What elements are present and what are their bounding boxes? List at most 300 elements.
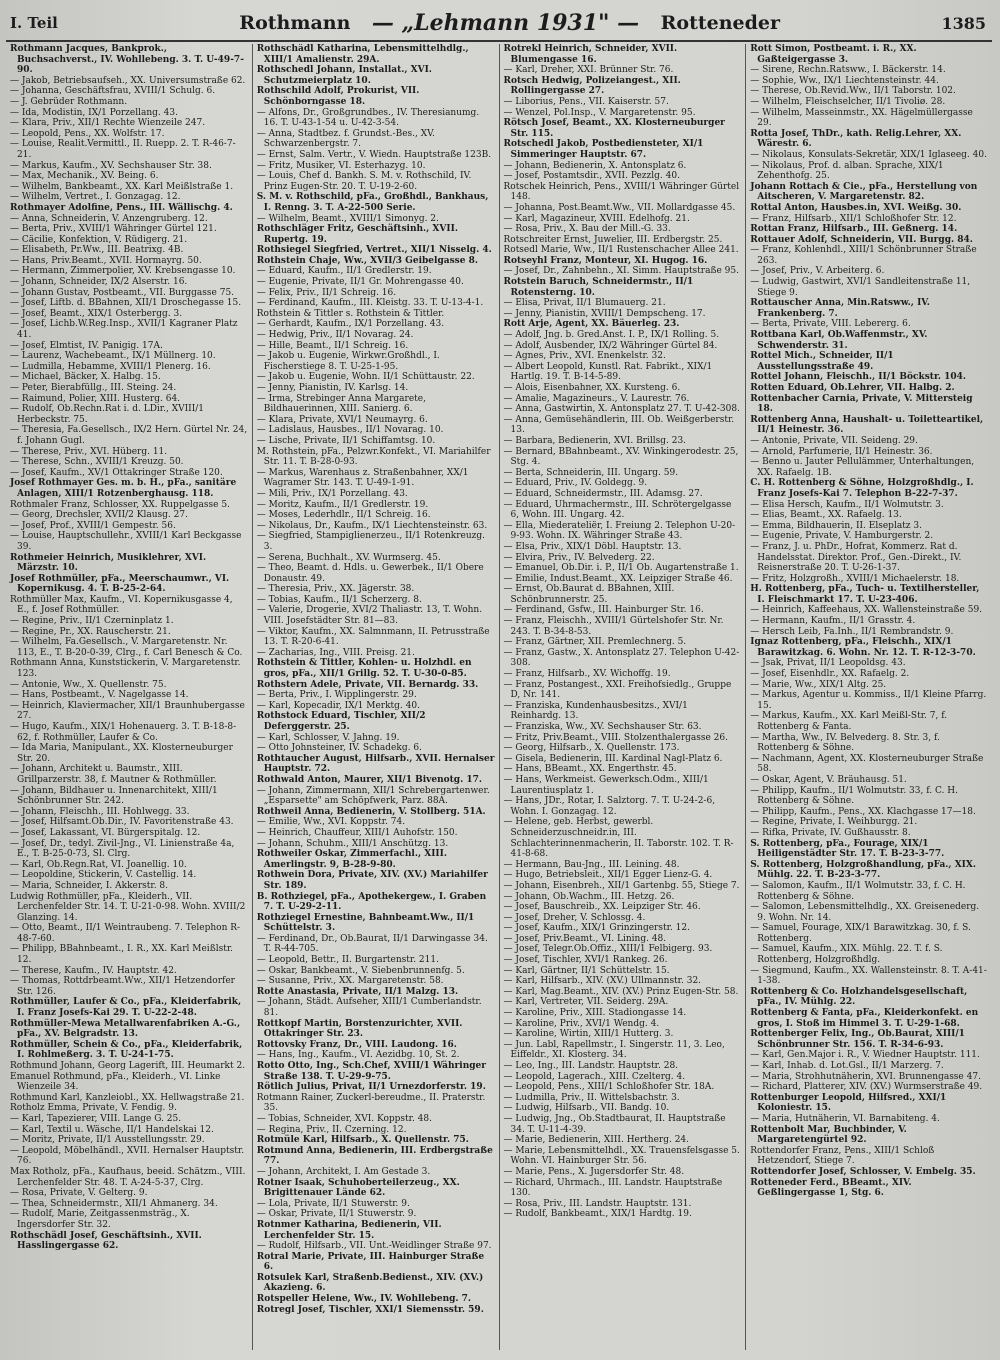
- directory-entry: C. H. Rottenberg & Söhne, Holzgroßhdlg., I. Franz Josefs-Kai 7. Telephon B-22-7-37.: [750, 478, 974, 499]
- directory-entry: — Franz, Postangest., XXI. Freihofsiedlg., Gruppe D, Nr. 141.: [503, 679, 732, 701]
- directory-entry: Rothmüller, Schein & Co., pFa., Kleiderfabrik, I. Rohlmeßerg. 3. T. U-24-1-75.: [10, 1039, 243, 1061]
- directory-entry: Rotspeller Helene, Ww., IV. Wohllebeng. 7.: [256, 1294, 472, 1305]
- directory-entry: Rothmüller, Laufer & Co., pFa., Kleiderfabrik, I. Franz Josefs-Kai 29. T. U-22-2-48.: [10, 997, 242, 1019]
- directory-entry: — Georg, Drechsler, XVII/2 Klausg. 27.: [10, 510, 188, 521]
- directory-entry: — Karl, Inhab. d. Lot.Gsl., II/1 Marzerg. 7.: [750, 1061, 944, 1071]
- directory-entry: Rothmann Jacques, Bankprok., Buchsachverst., IV. Wohllebeng. 3. T. U-49-7-90.: [10, 44, 244, 76]
- directory-entry: Ignaz Rottenberg, pFa., Fleischh., XIX/1 Barawitzkag. 6. Wohn. Nr. 12. T. R-12-3-70.: [750, 637, 976, 658]
- directory-entry: — Ludwig, Gastwirt, XVI/1 Sandleitenstraße 11, Stiege 9.: [750, 277, 971, 298]
- directory-entry: — Mili, Priv., IX/1 Porzellang. 43.: [256, 488, 408, 499]
- directory-entry: — Josef, Dr., Zahnbehn., XI. Simm. Hauptstraße 95.: [503, 266, 739, 277]
- directory-entry: — Salomon, Kaufm., II/1 Wolmutstr. 33, f. C. H. Rottenberg & Söhne.: [750, 880, 966, 902]
- directory-entry: — Ida Maria, Manipulant., XX. Klosterneuburger Str. 20.: [10, 743, 233, 764]
- directory-entry: — Maria, Strohhutnäherin, XVI. Brunnengasse 47.: [750, 1071, 981, 1082]
- directory-entry: — Martha, Ww., IV. Belvederg. 8. Str. 3, f. Rottenberg & Söhne.: [750, 732, 940, 754]
- directory-entry: Rottenbolt Mar, Buchbinder, V. Margaretengürtel 92.: [750, 1124, 907, 1146]
- directory-entry: Rothziegel Ernestine, Bahnbeamt.Ww., II/1 Schüttelstr. 3.: [256, 912, 475, 934]
- directory-entry: — Viktor, Kaufm., XX. Salmnmann, II. Petrusstraße 13. T. R-20-6-41.: [256, 626, 490, 648]
- directory-entry: — Helene, geb. Herbst, gewerbl. Schneiderzuschneidr.in, III. Schlachterinnenmacherin, II. Taborstr. 102. T. R-41-8-68.: [503, 817, 734, 860]
- directory-entry: — Ludwig, Jng., Ob.Stadtbaurat, II. Hauptstraße 34. T. U-11-4-39.: [503, 1113, 726, 1135]
- directory-entry: — Heinrich, Chauffeur, XIII/1 Auhofstr. 150.: [256, 827, 458, 838]
- directory-entry: — Max, Mechanik., XV. Being. 6.: [10, 171, 159, 182]
- directory-entry: Rothmund Karl, Kanzleiobl., XX. Hellwagstraße 21.: [10, 1092, 245, 1103]
- column-3: [500, 44, 747, 1350]
- directory-entry: — Rosa, Priv., X. Bau der Mill.-G. 33.: [503, 224, 671, 235]
- directory-entry: — Karl, Gen.Major i. R., V. Wiedner Hauptstr. 111.: [750, 1050, 980, 1061]
- directory-entry: — Nikolaus, Konsulats-Sekretär, XIX/1 Iglaseeg. 40.: [750, 149, 987, 160]
- directory-entry: — Anna, Gastwirtin, X. Antonsplatz 27. T. U-42-308.: [503, 404, 740, 415]
- directory-entry: — Josef, Liftb. d. BBahnen, XII/1 Droschegasse 15.: [10, 298, 242, 309]
- directory-entry: Rothstein Chaje, Ww., XVII/3 Geibelgasse 8.: [256, 255, 478, 266]
- directory-entry: Rothweiler Oskar, Zimmerfachl., XIII. Amerlingstr. 9, B-28-9-80.: [256, 849, 447, 870]
- directory-entry: — Heinrich, Klaviermacher, XII/1 Braunhubergasse 27.: [10, 700, 245, 722]
- directory-entry: — Oskar, Agent, V. Bräuhausg. 51.: [750, 774, 907, 785]
- directory-entry: — Josef, Telegr.Ob.Offiz., XIII/1 Felbigerg. 93.: [503, 944, 713, 955]
- directory-entry: — Franz, Gastw., X. Antonsplatz 27. Telephon U-42-308.: [503, 647, 740, 669]
- directory-entry: — Johann, Bildhauer u. Innenarchitekt, XIII/1 Schönbrunner Str. 242.: [10, 785, 218, 807]
- directory-entry: — Gerhardt, Kaufm., IX/1 Porzellang. 43.: [256, 319, 445, 330]
- directory-entry: Rott Simon, Postbeamt. i. R., XX. Gaßteigergasse 3.: [750, 44, 917, 65]
- directory-entry: — Jun. Labl, Rapellmstr., I. Singerstr. 11, 3. Leo, Eiffeldr., XI. Klosterg. 34.: [503, 1039, 725, 1061]
- directory-entry: — Maria, Schneider, I. Akkerstr. 8.: [10, 880, 169, 891]
- directory-entry: — Maria, Hutnäherin, VI. Barnabiteng. 4.: [750, 1113, 940, 1124]
- directory-entry: Rottenbacher Carnia, Private, V. Mittersteig 18.: [750, 393, 973, 415]
- directory-entry: — Hugo, Betriebsleit., XII/1 Egger Lienz-G. 4.: [503, 870, 713, 881]
- directory-entry: Rotta Josef, ThDr., kath. Relig.Lehrer, XX. Wärestr. 6.: [750, 128, 962, 150]
- directory-entry: — Ferdinand, Gsfw., III. Hainburger Str. 16.: [503, 605, 704, 616]
- directory-entry: — Amalie, Magazineurs., V. Laurestr. 76.: [503, 393, 690, 404]
- directory-entry: Rothstern Adele, Private, VII. Bernardg. 33.: [256, 679, 479, 690]
- directory-entry: — Rosa, Priv., III. Landstr. Hauptstr. 131.: [503, 1198, 692, 1209]
- directory-entry: — Ladislaus, Hausbes., II/1 Novarag. 10.: [256, 425, 444, 436]
- directory-entry: Rotte Anastasia, Private, II/1 Malzg. 13.: [256, 986, 459, 997]
- directory-entry: — Josef, Priv.Beamt., VI. Lining. 48.: [503, 933, 667, 944]
- directory-entry: — Johann, Fleischh., III. Hohlwegg. 33.: [10, 806, 190, 817]
- directory-entry: Rothwald Anton, Maurer, XII/1 Bivenotg. 17.: [256, 774, 483, 785]
- directory-entry: — Josef, Hilfsamt.Ob.Dir., IV. Favoritenstraße 43.: [10, 817, 234, 828]
- directory-entry: — Johann, Architekt, I. Am Gestade 3.: [256, 1166, 431, 1177]
- directory-entry: Johann Rottach & Cie., pFa., Herstellung von Aitscheren, V. Margaretenstr. 82.: [750, 181, 978, 203]
- directory-entry: — Franziska, Kundenhausbesitzs., XVI/1 Reinhardg. 13.: [503, 700, 688, 722]
- directory-entry: — Karl, Dreher, XXI. Brünner Str. 76.: [503, 65, 674, 76]
- directory-entry: — Jakob u. Eugenie, Wirkwr.Großhdl., I. Fischerstiege 8. T. U-25-1-95.: [256, 351, 440, 372]
- directory-entry: — Lola, Private, II/1 Stuwerstr. 9.: [256, 1198, 410, 1209]
- directory-entry: — Oskar, Bankbeamt., V. Siebenbrunnenfg. 5.: [256, 965, 465, 976]
- directory-entry: — Cäcilie, Konfektion, V. Rüdigerg. 21.: [10, 234, 188, 245]
- directory-entry: — Antonie, Private, VII. Seideng. 29.: [750, 435, 918, 446]
- directory-entry: Rottenberg & Co. Holzhandelsgesellschaft, pFa., IV. Mühlg. 22.: [750, 986, 968, 1008]
- directory-entry: — Karl, Tapezierer, VIII. Lange G. 25.: [10, 1113, 182, 1124]
- directory-entry: — Franz, Hilfsarb., XV. Wichoffg. 19.: [503, 669, 671, 680]
- directory-entry: — Leopoldine, Stickerin, V. Castellig. 14.: [10, 870, 197, 881]
- directory-entry: — Hersch Leib, Fa.Inh., II/1 Rembrandstr. 9.: [750, 626, 954, 637]
- directory-entry: — Karoline, Priv., XIII. Stadiongasse 14.: [503, 1008, 687, 1019]
- directory-entry: Rottan Franz, Hilfsarb., III. Geßnerg. 14.: [750, 224, 958, 235]
- directory-entry: — Richard, Uhrmach., III. Landstr. Hauptstraße 130.: [503, 1177, 723, 1199]
- directory-entry: — Ernst, Ob.Baurat d. BBahnen, XIII. Schönbrunnerstr. 25.: [503, 584, 675, 605]
- directory-entry: — Karl, Ob.Regn.Rat, VI. Joanellig. 10.: [10, 859, 187, 870]
- directory-entry: — Josef, Kaufm., XIX/1 Grinzingerstr. 12.: [503, 923, 690, 934]
- directory-entry: — Ludwig, Hilfsarb., VII. Bandg. 10.: [503, 1103, 670, 1114]
- directory-entry: — Wilhelm, Fleischselcher, II/1 Tivoliø. 28.: [750, 96, 946, 107]
- directory-entry: Max Rotholz, pFa., Kaufhaus, beeid. Schätzm., VIII. Lerchenfelder Str. 48. T. A-24-5-37, Clrg.: [10, 1166, 246, 1188]
- directory-entry: — Salomon, Lebensmittelhdlg., XX. Greisenederg. 9. Wohn. Nr. 14.: [750, 902, 980, 923]
- directory-entry: — Regine, Priv., II/1 Czerninplatz 1.: [10, 616, 174, 627]
- directory-entry: — Johann, Zimmermann, XII/1 Schrebergartenwer. „Esparsette" am Schöpfwerk, Parz. 88A.: [256, 785, 490, 807]
- directory-entry: — Josef, Eisenhdlr., XX. Rafaelg. 2.: [750, 669, 910, 680]
- directory-entry: — Ludmilla, Priv., II. Wittelsbachstr. 3.: [503, 1092, 680, 1103]
- directory-entry: — Jsak, Privat, II/1 Leopoldsg. 43.: [750, 658, 906, 669]
- directory-entry: — Johann, Eisenbreh., XII/1 Gartenbg. 55, Stiege 7.: [503, 880, 740, 891]
- directory-entry: S. M. v. Rothschild, pFa., Großhdl., Bankhaus, I. Renng. 3. T. A-22-500 Serie.: [256, 192, 489, 213]
- directory-entry: — Otto Johnsteiner, IV. Schadekg. 6.: [256, 743, 422, 754]
- directory-entry: — Johann, Schneider, IX/2 Alserstr. 16.: [10, 277, 188, 288]
- directory-entry: — Eduard, Schneidermstr., III. Adamsg. 27.: [503, 488, 703, 499]
- directory-entry: — Josef, Lichb.W.Reg.Insp., XVII/1 Kagraner Platz 41.: [10, 319, 238, 341]
- directory-entry: — Marie, Lebensmittelhdl., XX. Trauensfelsgasse 5. Wohn. VI. Hainburger Str. 56.: [503, 1145, 740, 1167]
- directory-entry: — Tobias, Kaufm., II/1 Scherzerg. 8.: [256, 594, 422, 605]
- directory-entry: — Rudolf, Ob.Rechn.Rat i. d. LDir., XVIII/1 Herbeckstr. 75.: [10, 404, 205, 425]
- directory-entry: — Emilie, Ww., XVI. Koppstr. 74.: [256, 817, 406, 828]
- directory-entry: — Serena, Buchhalt., XV. Wurmserg. 45.: [256, 552, 441, 563]
- directory-entry: — Laurenz, Wachebeamt., IX/1 Müllnerg. 10.: [10, 351, 216, 362]
- directory-entry: Rotstein Baruch, Schneidermstr., II/1 Rotensterng. 10.: [503, 277, 694, 298]
- directory-entry: Josef Rothmüller, pFa., Meerschaumwr., VI. Kopernikusg. 4. T. B-25-2-64.: [10, 573, 230, 595]
- directory-entry: — Karl, Textil u. Wäsche, II/1 Handelskai 12.: [10, 1124, 214, 1135]
- directory-entry: — Regina, Priv., II. Czerning. 12.: [256, 1124, 407, 1135]
- directory-entry: — Fritz, Musiker, VI. Esterhazyg. 10.: [256, 160, 426, 171]
- directory-entry: — Wilhelm, Bankbeamt., XX. Karl Meißlstraße 1.: [10, 181, 234, 192]
- directory-entry: — Johanna, Geschäftsfrau, XVIII/1 Schulg. 6.: [10, 86, 216, 97]
- directory-entry: — Johann, Bedienerin, X. Antonsplatz 6.: [503, 160, 687, 171]
- directory-entry: Rotschek Heinrich, Pens., XVIII/1 Währinger Gürtel 148.: [503, 181, 740, 203]
- section-label: I. Teil: [10, 14, 58, 32]
- directory-entry: — Therese, Priv., XVI. Hüberg. 11.: [10, 446, 168, 457]
- directory-entry: Rott Arje, Agent, XX. Bäuerleg. 23.: [503, 319, 680, 330]
- directory-entry: — Hans, Werkmeist. Gewerksch.Odm., XIII/1 Laurentiusplatz 1.: [503, 774, 709, 796]
- directory-entry: Rotschreiter Ernst, Juwelier, III. Erdbergstr. 25.: [503, 234, 723, 245]
- directory-entry: Rottal Anton, Hausbes.in, XVI. Weißg. 30.: [750, 202, 962, 213]
- directory-entry: — Rosa, Private, V. Gelterg. 9.: [10, 1188, 148, 1199]
- directory-entry: Rotto Otto, Ing., Sch.Chef, XVIII/1 Währinger Straße 138. T. U-29-9-75.: [256, 1061, 487, 1082]
- directory-entry: Rotholz Emma, Private, V. Fendig. 9.: [10, 1103, 177, 1114]
- directory-entry: — Berta, Priv., XVIII/1 Währinger Gürtel 121.: [10, 224, 217, 235]
- directory-entry: — Liborius, Pens., VII. Kaiserstr. 57.: [503, 96, 669, 107]
- directory-entry: — Eduard, Kaufm., II/1 Gredlerstr. 19.: [256, 266, 432, 277]
- directory-entry: — Rudolf, Marie, Zeitgassenmsträg., X. Ingersdorfer Str. 32.: [10, 1209, 190, 1230]
- directory-entry: — Therese, Schn., XVIII/1 Kreuzg. 50.: [10, 457, 184, 468]
- directory-entry: — Leopold, Bettr., II. Burgartenstr. 211.: [256, 955, 439, 966]
- first-name-range: Rothmann: [239, 12, 351, 34]
- directory-entry: — Eduard, Uhrmachermstr., III. Schrötergelgasse 6, Wohn. III. Ungarg. 42.: [503, 499, 732, 521]
- directory-entry: — Franz, Kohlenhdl., XIII/1 Schönbrunner Straße 263.: [750, 245, 977, 266]
- directory-entry: — Karl, Hilfsarb., XIV. (XV.) Ullmannstr. 32.: [503, 976, 702, 987]
- directory-entry: — Anna, Stadtbez. f. Grundst.-Bes., XV. Schwarzenbergstr. 7.: [256, 128, 435, 150]
- directory-entry: — Elisa, Privat, II/1 Blumauerg. 21.: [503, 298, 666, 309]
- directory-entry: — Sirene, Rechn.Ratsww., I. Bäckerstr. 14.: [750, 65, 946, 76]
- directory-entry: — Louise, Hauptschullehr., XVIII/1 Karl Beckgasse 39.: [10, 531, 242, 552]
- directory-entry: — Alois, Eisenbahner, XX. Kursteng. 6.: [503, 383, 681, 393]
- directory-entry: — Bernard, BBahnbeamt., XV. Winkingerodestr. 25, Stg. 4.: [503, 446, 739, 468]
- directory-entry: — Otto, Beamt., II/1 Weintraubeng. 7. Telephon R-48-7-60.: [10, 923, 241, 944]
- directory-entry: — Antonie, Ww., X. Quellenstr. 75.: [10, 679, 167, 690]
- directory-entry: — Moritz, Private, II/1 Ausstellungsstr. 29.: [10, 1135, 205, 1146]
- directory-entry: — Raimund, Polier, XIII. Husterg. 64.: [10, 393, 181, 404]
- directory-entry: — Franz, J. u. PhDr., Hofrat, Kommerz. Rat d. Handelsstat. Direktor. Prof., Gen.-Direkt., IV. Reisnerstraße 20. T. U-26-1-37.: [750, 541, 962, 574]
- directory-entry: — Eugenie, Private, II/1 Gr. Mohrengasse 40.: [256, 277, 464, 288]
- directory-entry: — Josef, Prof., XVIII/1 Gempestr. 56.: [10, 520, 176, 531]
- directory-entry: — Sophie, Ww., IX/1 Liechtensteinstr. 44.: [750, 75, 939, 86]
- directory-entry: — Berta, Schneiderin, III. Ungarg. 59.: [503, 467, 679, 478]
- directory-entry: — Susanne, Priv., XX. Margaretenstr. 58.: [256, 976, 444, 987]
- directory-entry: — Wenzel, Pol.Insp., V. Margaretenstr. 95.: [503, 107, 696, 118]
- directory-entry: — Josef, Elmtist, IV. Panigig. 17A.: [10, 340, 163, 351]
- directory-entry: — Johann, Ob.Wachm., III. Hetzg. 26.: [503, 891, 675, 902]
- directory-entry: Rotnmer Katharina, Bedienerin, VII. Lerchenfelder Str. 15.: [256, 1219, 442, 1241]
- directory-entry: — Hans, Ing., Kaufm., VI. Aezidbg. 10, St. 2.: [256, 1050, 460, 1061]
- columns-container: [6, 44, 992, 1350]
- directory-entry: — Benno u. Jauter Pellulämmer, Unterhaltungen, XX. Rafaelg. 1B.: [750, 457, 975, 478]
- page-number: 1385: [941, 13, 986, 33]
- directory-entry: — Ferdinand, Dr., Ob.Baurat, II/1 Darwingasse 34. T. R-44-705.: [256, 933, 488, 955]
- directory-entry: — Karl, Magazineur, XVIII. Edelhofg. 21.: [503, 213, 690, 224]
- directory-entry: — Johann, Architekt u. Baumstr., XIII. Grillparzerstr. 38, f. Mautner & Rothmüller.: [10, 764, 217, 785]
- directory-entry: B. Rothziegel, pFa., Apothekergew., I. Graben 7. T. U-29-2-11.: [256, 891, 487, 913]
- last-name-range: Rotteneder: [660, 12, 781, 34]
- directory-entry: — Theo, Beamt. d. Hdls. u. Gewerbek., II/1 Obere Donaustr. 49.: [256, 563, 484, 584]
- directory-entry: — Michael, Bäcker, X. Halbg. 15.: [10, 372, 161, 383]
- directory-entry: H. Rottenberg, pFa., Tuch- u. Textilhersteller, I. Fleischmarkt 17. T. U-23-406.: [750, 584, 980, 605]
- directory-entry: — Eduard, Priv., IV. Goldegg. 9.: [503, 478, 648, 489]
- directory-entry: — Wilhelm, Masseinmstr., XX. Hägelmüllergasse 29.: [750, 107, 973, 129]
- directory-entry: — Jakob u. Eugenie, Wohn. II/1 Schüttaustr. 22.: [256, 372, 475, 383]
- directory-entry: M. Rothstein, pFa., Pelzwr.Konfekt., VI. Mariahilfer Str. 11. T. B-28-0-93.: [256, 446, 491, 468]
- directory-entry: — Markus, Warenhaus z. Straßenbahner, XX/1 Wagramer Str. 143. T. U-49-1-91.: [256, 467, 469, 489]
- directory-entry: Rothstein & Tittler, Kohlen- u. Holzhdl. en gros, pFa., XII/1 Grillg. 52. T. U-30-0-85.: [256, 658, 472, 680]
- directory-entry: Rottkopf Martin, Borstenzurichter, XVII. Ottakringer Str. 23.: [256, 1018, 463, 1040]
- directory-entry: — Marie, Ww., XIX/1 Altg. 25.: [750, 679, 887, 690]
- directory-entry: — Ludmilla, Hebamme, XVIII/1 Plenerg. 16.: [10, 361, 211, 372]
- directory-entry: — Regine, Private, I. Weihburgg. 21.: [750, 817, 918, 828]
- directory-entry: — Leopold, Pens., XIII/1 Schloßhofer Str. 18A.: [503, 1082, 715, 1093]
- directory-entry: — Philipp, Kaufm., II/1 Wolmutstr. 33, f. C. H. Rottenberg & Söhne.: [750, 785, 958, 807]
- directory-entry: — Leo, Ing., III. Landstr. Hauptstr. 28.: [503, 1061, 679, 1071]
- directory-entry: — Karl, Kopecadir, IX/1 Merktg. 40.: [256, 700, 420, 711]
- directory-entry: — Josef, Beamt., XIX/1 Osterbergg. 3.: [10, 308, 183, 319]
- directory-entry: — Adolf, Ausbender, IX/2 Währinger Gürtel 84.: [503, 340, 718, 351]
- directory-entry: — Josef, Tischler, XVI/1 Rankeg. 26.: [503, 955, 668, 966]
- directory-entry: — Anna, Gemüsehändlerin, III. Ob. Weißgerberstr. 13.: [503, 414, 735, 436]
- directory-entry: — Ida, Modistin, IX/1 Porzellang. 43.: [10, 107, 178, 118]
- directory-entry: — Barbara, Bedienerin, XVI. Brillsg. 23.: [503, 435, 687, 446]
- directory-entry: Rothschläger Fritz, Geschäftsinh., XVII. Rupertg. 19.: [256, 224, 458, 245]
- directory-entry: — Jenny, Pianistin, IV. Karlsg. 14.: [256, 383, 409, 393]
- directory-entry: Rotsch Hedwig, Polizeiangest., XII. Rollingergasse 27.: [503, 75, 681, 97]
- column-1: [6, 44, 253, 1350]
- directory-entry: — Berta, Private, VIII. Lebererg. 6.: [750, 319, 911, 330]
- directory-entry: Rothmüller Max, Kaufm., VI. Kopernikusgasse 4, E., f. Josef Rothmüller.: [10, 594, 233, 616]
- directory-entry: Rottendorfer Josef, Schlosser, V. Embelg. 35.: [750, 1166, 976, 1177]
- directory-entry: Rotmüle Karl, Hilfsarb., X. Quellenstr. 75.: [256, 1135, 469, 1146]
- directory-entry: — Samuel, Kaufm., XIX. Mühlg. 22. T. f. S. Rottenberg, Holzgroßhdlg.: [750, 944, 943, 966]
- directory-entry: Rötlich Julius, Privat, II/1 Urnezdorferstr. 19.: [256, 1082, 486, 1093]
- directory-entry: Rotmund Anna, Bedienerin, III. Erdbergstraße 77.: [256, 1145, 493, 1167]
- directory-entry: Rottenberg & Fanta, pFa., Kleiderkonfekt. en gros, I. Stoß im Himmel 3. T. U-29-1-68.: [750, 1008, 979, 1029]
- directory-entry: — Johanna, Post.Beamt.Ww., VII. Mollardgasse 45.: [503, 202, 736, 213]
- directory-entry: — Leopold, Möbelhändl., XVII. Hernalser Hauptstr. 76.: [10, 1145, 245, 1167]
- directory-entry: — Philipp, BBahnbeamt., I. R., XX. Karl Meißlstr. 12.: [10, 944, 233, 966]
- directory-entry: — Adolf, Jng. b. Gred.Anst. I. P., IX/1 Rolling. 5.: [503, 330, 720, 341]
- directory-entry: Rottenberger Felix, Ing., Ob.Baurat, XIII/1 Schönbrunner Str. 156. T. R-34-6-93.: [750, 1029, 965, 1050]
- column-2: [253, 44, 500, 1350]
- directory-entry: — Josef, Dr., tedyl. Zivil-Jng., VI. Linienstraße 4a, E., T. B-25-0-73, Sl. Clrg.: [10, 838, 235, 860]
- directory-entry: — Siegfried, Stampiglienerzeu., II/1 Rotenkreuzg. 3.: [256, 531, 486, 552]
- directory-entry: — Josef, Kaufm., XV/1 Ottakringer Straße 120.: [10, 467, 223, 478]
- directory-entry: — Elsa, Priv., XIX/1 Döbl. Hauptstr. 13.: [503, 541, 682, 552]
- directory-entry: — Markus, Kaufm., XV. Sechshauser Str. 38.: [10, 160, 212, 171]
- directory-entry: — Josef, Priv., V. Arbeiterg. 6.: [750, 266, 885, 277]
- directory-entry: Rothweil Anna, Bedienerin, V. Stollberg. 51A.: [256, 806, 486, 817]
- directory-entry: — Jakob, Betriebsaufseh., XX. Universumstraße 62.: [10, 75, 246, 86]
- directory-entry: — Berta, Priv., I. Wipplingerstr. 29.: [256, 690, 417, 701]
- directory-entry: — Emanuel, Ob.Dir. i. P., II/1 Ob. Augartenstraße 1.: [503, 563, 739, 574]
- directory-entry: S. Rottenberg, pFa., Fourage, XIX/1 Heiligenstädter Str. 17. T. B-23-3-77.: [750, 838, 945, 860]
- directory-entry: — Hermann, Bau-Jng., III. Leining. 48.: [503, 859, 680, 870]
- directory-entry: — Louis, Chef d. Bankh. S. M. v. Rothschild, IV. Prinz Eugen-Str. 20. T. U-19-2-60.: [256, 171, 472, 192]
- directory-entry: — Johann Gustav, Postbeamt., VII. Burggasse 75.: [10, 287, 235, 298]
- directory-entry: Rothstein & Tittler s. Rothstein & Tittler.: [256, 308, 445, 319]
- directory-entry: Rotschedl Jakob, Postbediensteter, XI/1 Simmeringer Hauptstr. 67.: [503, 139, 704, 160]
- directory-entry: — Josef, Postamtsdir., XVII. Pezzlg. 40.: [503, 171, 680, 182]
- directory-entry: — Franz, Gärtner, XII. Premlechnerg. 5.: [503, 637, 687, 648]
- directory-entry: — Therese, Ob.Revid.Ww., II/1 Taborstr. 102.: [750, 86, 956, 97]
- directory-entry: S. Rottenberg, Holzgroßhandlung, pFa., XIX. Mühlg. 22. T. B-23-3-77.: [750, 859, 977, 881]
- directory-entry: — Elisabeth, Pr.Ww., III. Beatrixg. 4B.: [10, 245, 184, 256]
- directory-entry: — Richard, Platterer, XIV. (XV.) Wurmserstraße 49.: [750, 1082, 983, 1093]
- directory-entry: — Marie, Bedienerin, XIII. Hertherg. 24.: [503, 1135, 690, 1146]
- directory-entry: — Thomas, Rottdrbeamt.Ww., XII/1 Hetzendorfer Str. 126.: [10, 976, 235, 997]
- directory-entry: — Fritz, Priv.Beamt., VIII. Stolzenthalergasse 26.: [503, 732, 728, 743]
- directory-entry: Rotral Marie, Private, III. Hainburger Straße 6.: [256, 1251, 485, 1273]
- directory-entry: — Marie, Pens., X. Jugersdorfer Str. 48.: [503, 1166, 685, 1177]
- directory-entry: — Rifka, Private, IV. Gußhausstr. 8.: [750, 827, 911, 838]
- directory-entry: Rotseyhl Franz, Monteur, XI. Hugog. 16.: [503, 255, 708, 266]
- directory-entry: — Emilie, Indust.Beamt., XX. Leipziger Straße 46.: [503, 573, 733, 584]
- directory-entry: — Agnes, Priv., XVI. Enenkelstr. 32.: [503, 351, 666, 362]
- directory-entry: Rothmann Anna, Kunststickerin, V. Margaretenstr. 123.: [10, 658, 241, 680]
- directory-entry: Rotteneder Ferd., BBeamt., XIV. Geßlingergasse 1, Stg. 6.: [750, 1177, 912, 1199]
- directory-entry: — Nachmann, Agent, XX. Klosterneuburger Straße 58.: [750, 753, 984, 775]
- directory-entry: — Ella, Miederateliër, I. Freiung 2. Telephon U-20-9-93. Wohn. IX. Währinger Straße 43.: [503, 520, 736, 542]
- directory-entry: — Franziska, Ww., XV. Sechshauser Str. 63.: [503, 722, 702, 732]
- directory-entry: — Hugo, Kaufm., XIX/1 Hohenauerg. 3. T. B-18-8-62, f. Rothmüller, Laufer & Co.: [10, 722, 237, 743]
- directory-entry: — Gisela, Bedienerin, III. Kardinal Nagl-Platz 6.: [503, 753, 723, 764]
- directory-entry: — Klara, Priv., XII/1 Rechte Wienzeile 247.: [10, 118, 206, 129]
- directory-entry: — Leopold, Lagerach., XIII. Czelterg. 4.: [503, 1071, 686, 1082]
- directory-entry: — Hermann, Kaufm., II/1 Grasstr. 4.: [750, 616, 916, 627]
- directory-entry: — Karl, Gärtner, II/1 Schüttelstr. 15.: [503, 965, 670, 976]
- directory-title: — „Lehmann 1931" —: [371, 10, 640, 36]
- directory-entry: — Eugenie, Private, V. Hamburgerstr. 2.: [750, 531, 934, 542]
- directory-entry: Rottel Mich., Schneider, II/1 Ausstellungsstraße 49.: [750, 351, 894, 372]
- directory-entry: — Nikolaus, Dr., Kaufm., IX/1 Liechtensteinstr. 63.: [256, 520, 488, 531]
- directory-entry: Rothtaucher August, Hilfsarb., XVII. Hernalser Hauptstr. 72.: [256, 753, 495, 775]
- directory-entry: — Markus, Kaufm., XX. Karl Meißl-Str. 7, f. Rottenberg & Fanta.: [750, 711, 948, 732]
- directory-entry: — Peter, Bierabfüllg., III. Steing. 24.: [10, 383, 177, 393]
- directory-entry: Rotrekl Heinrich, Schneider, XVII. Blumengasse 16.: [503, 44, 678, 65]
- directory-entry: — Valerie, Drogerie, XVI/2 Thaliastr. 13, T. Wohn. VIII. Josefstädter Str. 81—83.: [256, 605, 483, 627]
- directory-entry: Rottauscher Anna, Min.Ratsww., IV. Frankenberg. 7.: [750, 298, 930, 319]
- directory-entry: Rothmund Johann, Georg Lagerift, III. Heumarkt 2.: [10, 1061, 246, 1071]
- column-4: [746, 44, 992, 1350]
- directory-entry: Rothmüller-Mewa Metallwarenfabriken A.-G., pFa., XV. Belgradstr. 13.: [10, 1018, 241, 1040]
- directory-entry: Rothmayer Adolfine, Pens., III. Wällischg. 4.: [10, 202, 233, 213]
- directory-entry: — Tobias, Schneider, XVI. Koppstr. 48.: [256, 1113, 432, 1124]
- directory-entry: Josef Rothmayer Ges. m. b. H., pFa., sanitäre Anlagen, XIII/1 Rotzenberghausg. 118.: [10, 478, 237, 499]
- directory-entry: Rotten Eduard, Ob.Lehrer, VII. Halbg. 2.: [750, 383, 955, 393]
- directory-entry: — Johann, Schuhm., XIII/1 Anschützg. 13.: [256, 838, 449, 849]
- directory-entry: — Elvira, Priv., IV. Belvederg. 22.: [503, 552, 655, 563]
- directory-entry: Rotregl Josef, Tischler, XXI/1 Siemensstr. 59.: [256, 1304, 484, 1315]
- directory-entry: — Elisa Hersch, Kaufm., II/1 Wolmutstr. 3.: [750, 499, 944, 510]
- directory-entry: — Franz, Hilfsarb., XII/1 Schloßhofer Str. 12.: [750, 213, 957, 224]
- directory-entry: — Rudolf, Bankbeamt., XIX/1 Hardtg. 19.: [503, 1209, 692, 1220]
- directory-entry: Rothschädl Katharina, Lebensmittelhdlg., XIII/1 Amalienstr. 29A.: [256, 44, 469, 65]
- directory-entry: Rottenburger Leopold, Hilfsred., XXI/1 Koloniestr. 15.: [750, 1092, 947, 1114]
- directory-entry: — Josef, Dreher, V. Schlossg. 4.: [503, 912, 646, 923]
- directory-entry: — Georg, Hilfsarb., X. Quellenstr. 173.: [503, 743, 680, 754]
- directory-entry: Rotmann Rainer, Zuckerl-bereudme., II. Praterstr. 35.: [256, 1092, 486, 1114]
- directory-entry: — Klara, Private, XVI/1 Neumayrg. 6.: [256, 414, 428, 425]
- directory-entry: — Hedwig, Priv., II/1 Novarag. 24.: [256, 330, 414, 341]
- directory-entry: Rottbana Karl, Ob.Waffenmstr., XV. Schwenderstr. 31.: [750, 330, 928, 351]
- directory-entry: — Arnold, Parfumerie, II/1 Heinestr. 36.: [750, 446, 933, 457]
- directory-entry: — Moses, Lederhdlr., II/1 Schreig. 16.: [256, 510, 431, 521]
- directory-entry: — Regine, Pr., XX. Rauscherstr. 21.: [10, 626, 171, 637]
- directory-entry: Rotsulek Karl, Straßenb.Bedienst., XIV. (XV.) Akazieng. 6.: [256, 1272, 484, 1294]
- directory-entry: Rothmaler Franz, Schlosser, XX. Ruppelgasse 5.: [10, 499, 230, 510]
- directory-entry: — Louise, Realit.Vermittl., II. Ruepp. 2. T. R-46-7-21.: [10, 139, 236, 160]
- directory-entry: — Zacharias, Ing., VIII. Preisg. 21.: [256, 647, 415, 658]
- directory-entry: — Felix, Priv., II/1 Schreig. 16.: [256, 287, 397, 298]
- directory-entry: — Ernst, Salm. Vertr., V. Wiedn. Hauptstraße 123B.: [256, 149, 492, 160]
- directory-entry: Rothsiegel Siegfried, Vertret., XII/1 Nisselg. 4.: [256, 245, 492, 256]
- directory-entry: — Karl, Schlosser, V. Jahng. 19.: [256, 732, 400, 743]
- directory-entry: Rottovsky Franz, Dr., VIII. Laudong. 16.: [256, 1039, 457, 1050]
- directory-entry: — Philipp, Kaufm., Pens., XX. Klachgasse 17—18.: [750, 806, 976, 817]
- directory-entry: Ludwig Rothmüller, pFa., Kleiderh., VII. Lerchenfelder Str. 14. T. U-21-0-98. Wohn. XVIII/2 Glanzing. 14.: [10, 891, 246, 923]
- directory-entry: — Karoline, Wirtin, XIII/1 Hutterg. 3.: [503, 1029, 674, 1040]
- directory-entry: — Alfons, Dr., Großgrundbes., IV. Theresianumg. 16. T. U-43-1-54 u. U-42-3-54.: [256, 107, 480, 129]
- directory-entry: — Therese, Kaufm., IV. Hauptstr. 42.: [10, 965, 177, 976]
- directory-entry: — Thea, Schneidermstr., XII/1 Ahmanerg. 34.: [10, 1198, 218, 1209]
- directory-entry: — Wilhelm, Fa.Gesellsch., V. Margaretenstr. Nr. 113, E., T. B-20-0-39, Clrg., f. Carl Benesch & Co.: [10, 637, 243, 658]
- directory-entry: — Markus, Agentur u. Kommiss., II/1 Kleine Pfarrg. 15.: [750, 690, 987, 711]
- directory-entry: — Emma, Bildhauerin, II. Elseplatz 3.: [750, 520, 922, 531]
- directory-entry: — Hermann, Zimmerpolier, XV. Krebsengasse 10.: [10, 266, 236, 277]
- directory-entry: — Karl, Mag.Beamt., XIV. (XV.) Prinz Eugen-Str. 58.: [503, 986, 739, 997]
- directory-entry: Rothschild Adolf, Prokurist, VII. Schönborngasse 18.: [256, 86, 420, 107]
- directory-entry: — Hans, JDr., Rotar, I. Salztorg. 7. T. U-24-2-6, Wohn. I. Gonzagag. 12.: [503, 796, 716, 817]
- directory-entry: — Nikolaus, Prof. d. alban. Sprache, XIX/1 Zehenthofg. 25.: [750, 160, 944, 182]
- directory-entry: — Ferdinand, Kaufm., III. Kleistg. 33. T. U-13-4-1.: [256, 298, 484, 309]
- directory-entry: — Karoline, Priv., XVI/1 Wendg. 4.: [503, 1018, 660, 1029]
- directory-entry: — Elias, Beamt., XX. Rafaelg. 13.: [750, 510, 902, 521]
- directory-entry: — Siegmund, Kaufm., XX. Wallensteinstr. 8. T. A-41-1-38.: [750, 965, 987, 987]
- directory-entry: — Josef, Lakassant, VI. Bürgerspitalg. 12.: [10, 827, 201, 838]
- directory-entry: Rottenberg Anna, Haushalt- u. Toiletteartikel, II/1 Heinestr. 36.: [750, 414, 984, 436]
- directory-entry: — Anna, Schneiderin, V. Anzengruberg. 12.: [10, 213, 208, 224]
